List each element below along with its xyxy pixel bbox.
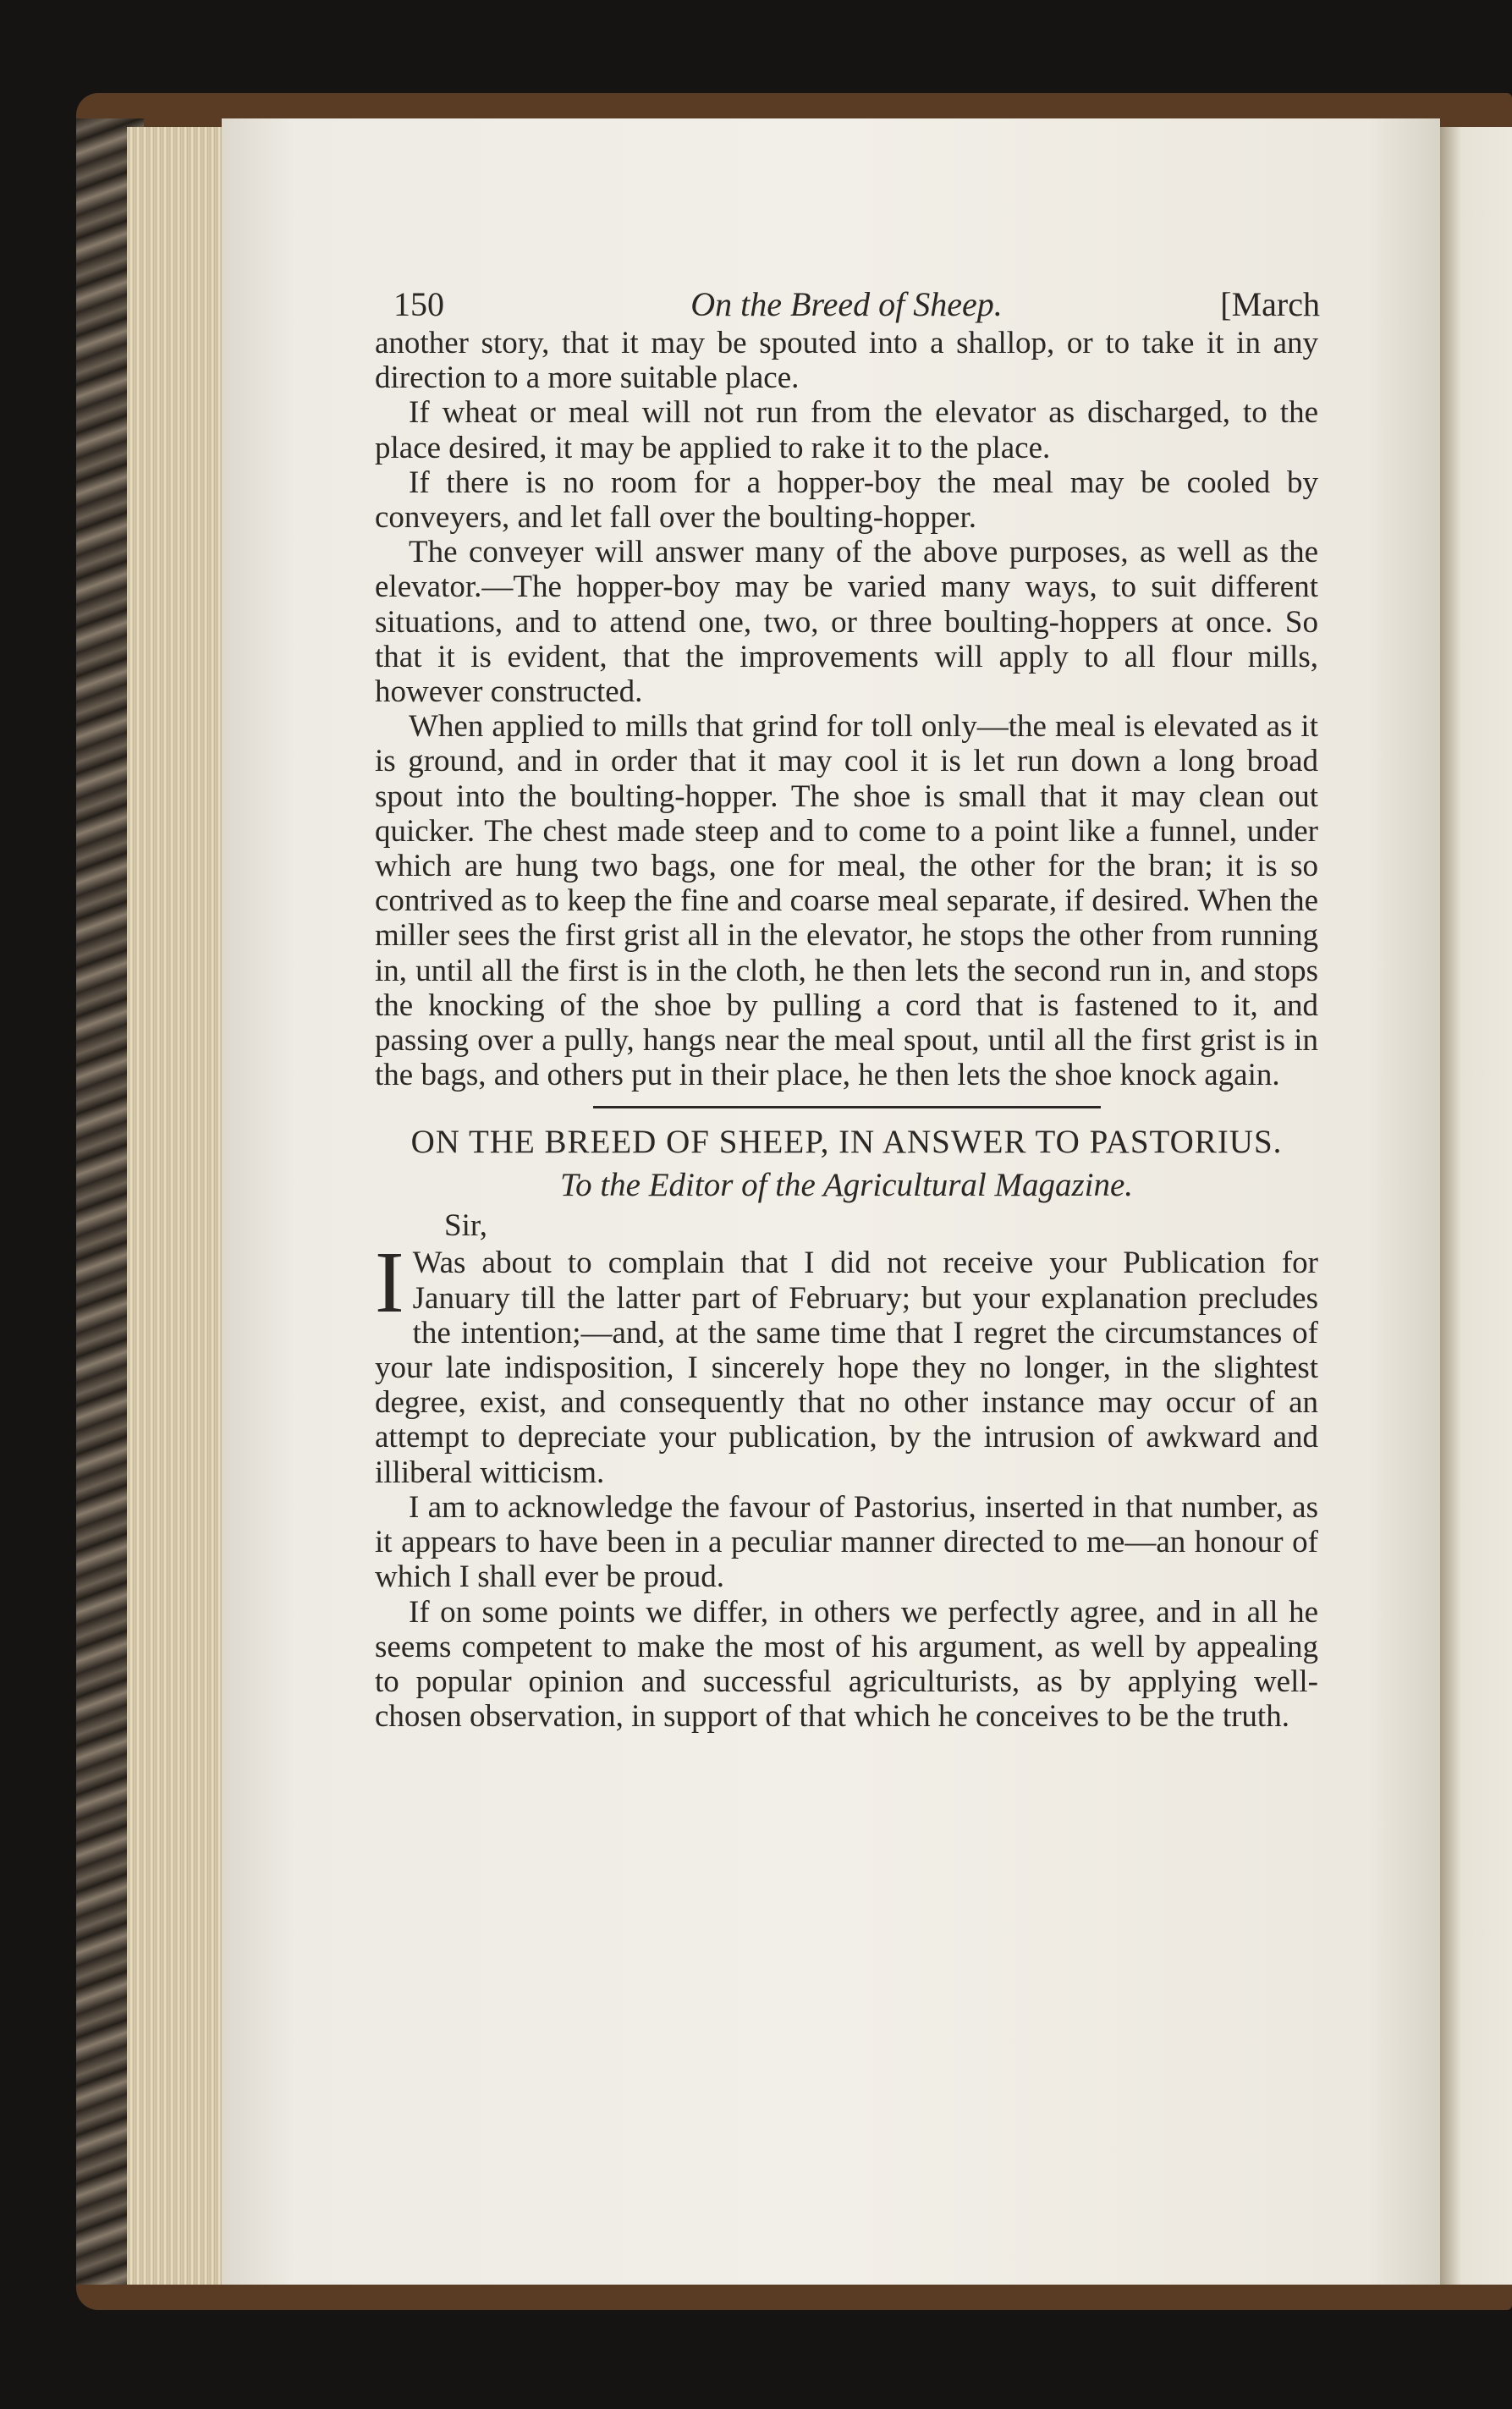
section-divider bbox=[593, 1106, 1101, 1108]
article-title: ON THE BREED OF SHEEP, IN ANSWER TO PASTORIUS. bbox=[410, 1124, 1283, 1161]
page-number: 150 bbox=[393, 285, 444, 323]
paragraph: If on some points we differ, in others we perfectly agree, and in all he seems competent to make the most of his argument, as well by appealing to popular opinion and successful agriculturists, as by applying well-chosen observation, in support of that which he conceives to be the truth. bbox=[375, 1594, 1318, 1735]
addressee-line: To the Editor of the Agricultural Magazine. bbox=[559, 1167, 1134, 1204]
paragraph: another story, that it may be spouted into a shallop, or to take it in any direction to a more suitable place. bbox=[375, 326, 1318, 396]
drop-cap: I bbox=[375, 1234, 404, 1332]
paragraph: The conveyer will answer many of the above purposes, as well as the elevator.—The hopper-boy may be varied many ways, to suit different situations, and to attend one, two, or three boulting-hoppers at once. So that it is evident, that the improvements will apply to all flour mills, however constructed. bbox=[375, 535, 1318, 710]
page-text bbox=[375, 283, 1318, 1734]
paragraph: If wheat or meal will not run from the elevator as discharged, to the place desired, it may be applied to rake it to the place. bbox=[375, 395, 1318, 465]
opening-text: Was about to complain that I did not receive your Publication for January till the latter part of February; but your explanation precludes the intention;—and, at the same time that I regret the circumstances of your late indisposition, I sincerely hope they no longer, in the slightest degree, exist, and consequently that no other instance may occur of an attempt to depreciate your publication, by the intrusion of awkward and illiberal witticism. bbox=[375, 1246, 1318, 1490]
paragraph-opening bbox=[375, 1234, 1318, 1490]
paragraph: I am to acknowledge the favour of Pastorius, inserted in that number, as it appears to have been in a peculiar manner directed to me—an honour of which I shall ever be proud. bbox=[375, 1489, 1318, 1595]
running-head-month: [March bbox=[1220, 285, 1320, 323]
facing-page-edge bbox=[1440, 127, 1512, 2285]
salutation: Sir, bbox=[444, 1208, 487, 1244]
running-title: On the Breed of Sheep. bbox=[690, 285, 1003, 323]
page-stack bbox=[127, 127, 224, 2285]
paragraph: When applied to mills that grind for toll only—the meal is elevated as it is ground, and in order that it may cool it is let run down a long broad spout into the boulting-hopper. The shoe is small that it may clean out quicker. The chest made steep and to come to a point like a funnel, under which are hung two bags, one for meal, the other for the bran; it is so contrived as to keep the fine and coarse meal separate, if desired. When the miller sees the first grist all in the elevator, he stops the other from running in, until all the first is in the cloth, he then lets the second run in, and stops the knocking of the shoe by pulling a cord that is fastened to it, and passing over a pully, hangs near the meal spout, until all the first grist is in the bags, and others put in their place, he then lets the shoe knock again. bbox=[375, 709, 1318, 1093]
paragraph: If there is no room for a hopper-boy the meal may be cooled by conveyers, and let fall over the boulting-hopper. bbox=[375, 465, 1318, 536]
running-head bbox=[375, 283, 1318, 326]
